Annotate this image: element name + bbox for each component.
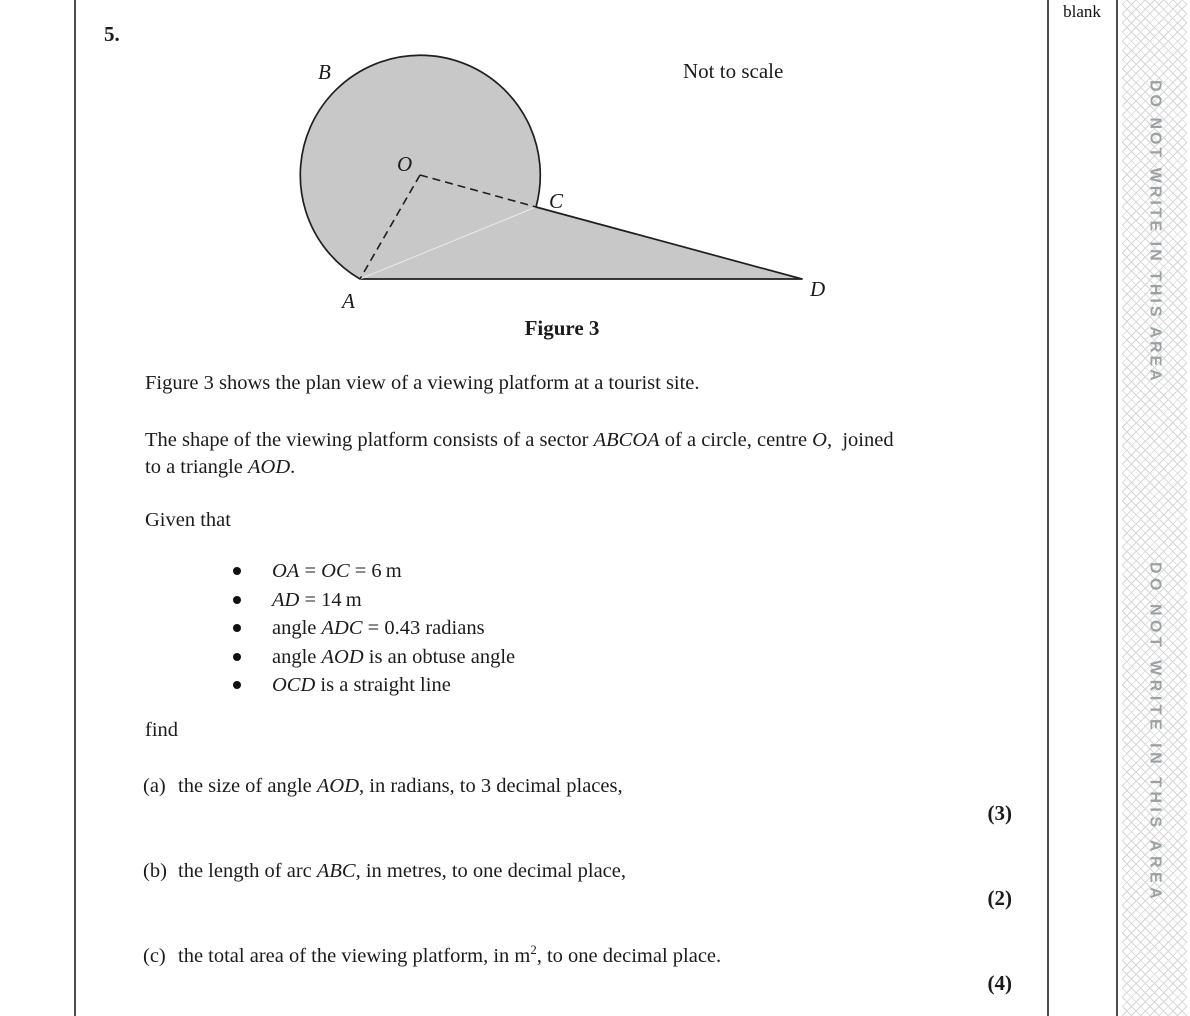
list-item: angle ADC = 0.43 radians (232, 614, 932, 643)
given-that-line: Given that (145, 509, 231, 531)
part-a-text: the size of angle AOD, in radians, to 3 decimal places, (178, 775, 623, 797)
shape-paragraph-line1: The shape of the viewing platform consists of a sector ABCOA of a circle, centre O, joined (145, 429, 894, 451)
part-c-label: (c) (143, 945, 166, 967)
part-b-label: (b) (143, 860, 167, 882)
shape-paragraph-line2: to a triangle AOD. (145, 456, 296, 478)
point-label-o: O (397, 152, 413, 176)
figure-caption: Figure 3 (524, 316, 600, 340)
do-not-write-warning-top (1122, 82, 1187, 382)
find-line: find (145, 719, 179, 741)
point-label-d: D (810, 277, 826, 301)
question-number: 5. (104, 22, 120, 46)
margin-rule-left (1047, 0, 1049, 1016)
warning-text: DO NOT WRITE IN THIS AREA (1146, 561, 1164, 904)
list-item: angle AOD is an obtuse angle (232, 643, 932, 672)
blank-label: blank (1063, 2, 1101, 21)
platform-shape (300, 55, 802, 279)
part-b-row (143, 858, 1012, 885)
left-rule (74, 0, 76, 1016)
point-label-a: A (342, 289, 355, 313)
warning-text: DO NOT WRITE IN THIS AREA (1146, 80, 1164, 384)
part-b-text: the length of arc ABC, in metres, to one decimal place, (178, 860, 626, 882)
list-item: OA = OC = 6 m (232, 557, 932, 586)
part-b-marks: (2) (987, 886, 1012, 910)
part-a-marks: (3) (987, 801, 1012, 825)
figure-3-diagram (280, 30, 840, 345)
given-conditions-list (232, 557, 932, 700)
list-item: OCD is a straight line (232, 671, 932, 700)
margin-rule-right (1116, 0, 1118, 1016)
part-c-marks: (4) (987, 971, 1012, 995)
part-a-row (143, 773, 1012, 800)
point-label-b: B (318, 60, 331, 84)
part-c-text: the total area of the viewing platform, in $m^2$, to one decimal place. (178, 943, 722, 967)
list-item: AD = 14 m (232, 586, 932, 615)
part-a-label: (a) (143, 775, 166, 797)
not-to-scale-note: Not to scale (683, 59, 784, 83)
intro-paragraph: Figure 3 shows the plan view of a viewing platform at a tourist site. (145, 372, 700, 394)
point-label-c: C (549, 189, 564, 213)
part-c-row (143, 943, 1012, 970)
do-not-write-warning-bottom (1122, 561, 1187, 904)
